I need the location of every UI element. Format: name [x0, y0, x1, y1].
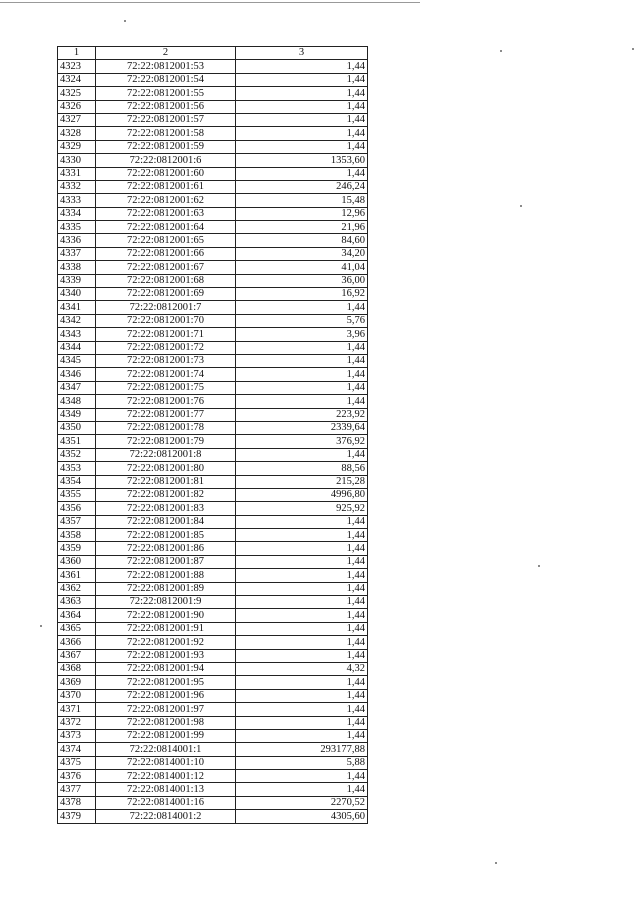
- scan-top-rule: [0, 2, 420, 3]
- table-row: [58, 796, 368, 809]
- row-number-cell: 4356: [58, 502, 96, 515]
- row-number-cell: 4375: [58, 756, 96, 769]
- area-value-cell: 1,44: [236, 649, 368, 662]
- table-row: [58, 582, 368, 595]
- area-value-cell: 5,88: [236, 756, 368, 769]
- cadastral-number-cell: 72:22:0812001:78: [96, 421, 236, 434]
- row-number-cell: 4357: [58, 515, 96, 528]
- area-value-cell: 925,92: [236, 502, 368, 515]
- table-row: [58, 462, 368, 475]
- cadastral-number-cell: 72:22:0812001:67: [96, 261, 236, 274]
- table-body: [58, 60, 368, 823]
- row-number-cell: 4342: [58, 314, 96, 327]
- row-number-cell: 4373: [58, 729, 96, 742]
- row-number-cell: 4328: [58, 127, 96, 140]
- area-value-cell: 12,96: [236, 207, 368, 220]
- row-number-cell: 4362: [58, 582, 96, 595]
- row-number-cell: 4327: [58, 113, 96, 126]
- row-number-cell: 4336: [58, 234, 96, 247]
- area-value-cell: 1,44: [236, 381, 368, 394]
- table-row: [58, 368, 368, 381]
- cadastral-number-cell: 72:22:0812001:9: [96, 596, 236, 609]
- column-header: 3: [236, 47, 368, 60]
- cadastral-number-cell: 72:22:0812001:66: [96, 247, 236, 260]
- table-row: [58, 529, 368, 542]
- cadastral-number-cell: 72:22:0812001:87: [96, 555, 236, 568]
- scan-speck: [495, 862, 497, 864]
- table-row: [58, 87, 368, 100]
- cadastral-number-cell: 72:22:0812001:7: [96, 301, 236, 314]
- area-value-cell: 1,44: [236, 689, 368, 702]
- cadastral-number-cell: 72:22:0812001:85: [96, 529, 236, 542]
- row-number-cell: 4379: [58, 810, 96, 823]
- row-number-cell: 4374: [58, 743, 96, 756]
- cadastral-number-cell: 72:22:0812001:55: [96, 87, 236, 100]
- scan-speck: [538, 565, 540, 567]
- row-number-cell: 4365: [58, 622, 96, 635]
- cadastral-number-cell: 72:22:0812001:94: [96, 662, 236, 675]
- row-number-cell: 4368: [58, 662, 96, 675]
- area-value-cell: 1,44: [236, 354, 368, 367]
- row-number-cell: 4355: [58, 488, 96, 501]
- cadastral-number-cell: 72:22:0812001:77: [96, 408, 236, 421]
- cadastral-number-cell: 72:22:0812001:73: [96, 354, 236, 367]
- row-number-cell: 4350: [58, 421, 96, 434]
- cadastral-number-cell: 72:22:0812001:72: [96, 341, 236, 354]
- table-row: [58, 649, 368, 662]
- table-row: [58, 221, 368, 234]
- table-header-row: [58, 47, 368, 60]
- table-row: [58, 743, 368, 756]
- cadastral-number-cell: 72:22:0812001:74: [96, 368, 236, 381]
- cadastral-number-cell: 72:22:0812001:8: [96, 448, 236, 461]
- cadastral-number-cell: 72:22:0812001:93: [96, 649, 236, 662]
- scan-speck: [124, 20, 126, 22]
- row-number-cell: 4378: [58, 796, 96, 809]
- area-value-cell: 1,44: [236, 87, 368, 100]
- cadastral-number-cell: 72:22:0812001:57: [96, 113, 236, 126]
- row-number-cell: 4354: [58, 475, 96, 488]
- area-value-cell: 1,44: [236, 515, 368, 528]
- table-row: [58, 328, 368, 341]
- area-value-cell: 293177,88: [236, 743, 368, 756]
- cadastral-number-cell: 72:22:0814001:12: [96, 770, 236, 783]
- row-number-cell: 4323: [58, 60, 96, 73]
- area-value-cell: 4996,80: [236, 488, 368, 501]
- area-value-cell: 1,44: [236, 127, 368, 140]
- scan-speck: [500, 50, 502, 52]
- row-number-cell: 4361: [58, 569, 96, 582]
- row-number-cell: 4343: [58, 328, 96, 341]
- area-value-cell: 1,44: [236, 73, 368, 86]
- row-number-cell: 4331: [58, 167, 96, 180]
- area-value-cell: 215,28: [236, 475, 368, 488]
- area-value-cell: 1,44: [236, 395, 368, 408]
- area-value-cell: 41,04: [236, 261, 368, 274]
- row-number-cell: 4330: [58, 154, 96, 167]
- table-row: [58, 609, 368, 622]
- table-row: [58, 301, 368, 314]
- area-value-cell: 223,92: [236, 408, 368, 421]
- row-number-cell: 4339: [58, 274, 96, 287]
- row-number-cell: 4334: [58, 207, 96, 220]
- table-row: [58, 354, 368, 367]
- table-row: [58, 770, 368, 783]
- cadastral-number-cell: 72:22:0814001:1: [96, 743, 236, 756]
- area-value-cell: 246,24: [236, 180, 368, 193]
- scan-speck: [40, 625, 42, 627]
- cadastral-number-cell: 72:22:0812001:54: [96, 73, 236, 86]
- table-row: [58, 234, 368, 247]
- cadastral-number-cell: 72:22:0812001:82: [96, 488, 236, 501]
- cadastral-number-cell: 72:22:0812001:98: [96, 716, 236, 729]
- area-value-cell: 1,44: [236, 167, 368, 180]
- row-number-cell: 4364: [58, 609, 96, 622]
- row-number-cell: 4369: [58, 676, 96, 689]
- area-value-cell: 1353,60: [236, 154, 368, 167]
- row-number-cell: 4345: [58, 354, 96, 367]
- row-number-cell: 4335: [58, 221, 96, 234]
- area-value-cell: 1,44: [236, 622, 368, 635]
- cadastral-number-cell: 72:22:0812001:96: [96, 689, 236, 702]
- cadastral-number-cell: 72:22:0812001:88: [96, 569, 236, 582]
- parcel-table: [57, 46, 368, 824]
- row-number-cell: 4347: [58, 381, 96, 394]
- cadastral-number-cell: 72:22:0812001:75: [96, 381, 236, 394]
- row-number-cell: 4372: [58, 716, 96, 729]
- area-value-cell: 2270,52: [236, 796, 368, 809]
- table-row: [58, 729, 368, 742]
- area-value-cell: 15,48: [236, 194, 368, 207]
- cadastral-number-cell: 72:22:0812001:53: [96, 60, 236, 73]
- row-number-cell: 4371: [58, 703, 96, 716]
- area-value-cell: 1,44: [236, 448, 368, 461]
- area-value-cell: 1,44: [236, 716, 368, 729]
- row-number-cell: 4341: [58, 301, 96, 314]
- row-number-cell: 4366: [58, 636, 96, 649]
- area-value-cell: 1,44: [236, 301, 368, 314]
- cadastral-number-cell: 72:22:0812001:60: [96, 167, 236, 180]
- cadastral-number-cell: 72:22:0812001:6: [96, 154, 236, 167]
- cadastral-number-cell: 72:22:0812001:89: [96, 582, 236, 595]
- table-row: [58, 127, 368, 140]
- table-row: [58, 569, 368, 582]
- table-row: [58, 555, 368, 568]
- cadastral-number-cell: 72:22:0812001:59: [96, 140, 236, 153]
- table-row: [58, 703, 368, 716]
- cadastral-number-cell: 72:22:0812001:86: [96, 542, 236, 555]
- table-row: [58, 288, 368, 301]
- table-row: [58, 622, 368, 635]
- area-value-cell: 1,44: [236, 770, 368, 783]
- row-number-cell: 4377: [58, 783, 96, 796]
- cadastral-number-cell: 72:22:0812001:99: [96, 729, 236, 742]
- cadastral-number-cell: 72:22:0812001:95: [96, 676, 236, 689]
- table-row: [58, 783, 368, 796]
- table-row: [58, 435, 368, 448]
- cadastral-number-cell: 72:22:0812001:84: [96, 515, 236, 528]
- row-number-cell: 4370: [58, 689, 96, 702]
- table-row: [58, 194, 368, 207]
- area-value-cell: 1,44: [236, 341, 368, 354]
- area-value-cell: 36,00: [236, 274, 368, 287]
- cadastral-number-cell: 72:22:0812001:92: [96, 636, 236, 649]
- cadastral-number-cell: 72:22:0812001:68: [96, 274, 236, 287]
- area-value-cell: 1,44: [236, 100, 368, 113]
- row-number-cell: 4352: [58, 448, 96, 461]
- area-value-cell: 16,92: [236, 288, 368, 301]
- table-row: [58, 314, 368, 327]
- scan-speck: [632, 48, 634, 50]
- row-number-cell: 4353: [58, 462, 96, 475]
- cadastral-number-cell: 72:22:0812001:83: [96, 502, 236, 515]
- table-row: [58, 488, 368, 501]
- row-number-cell: 4360: [58, 555, 96, 568]
- area-value-cell: 1,44: [236, 555, 368, 568]
- cadastral-number-cell: 72:22:0812001:62: [96, 194, 236, 207]
- row-number-cell: 4363: [58, 596, 96, 609]
- column-header: 1: [58, 47, 96, 60]
- table-row: [58, 341, 368, 354]
- row-number-cell: 4344: [58, 341, 96, 354]
- row-number-cell: 4340: [58, 288, 96, 301]
- cadastral-number-cell: 72:22:0812001:56: [96, 100, 236, 113]
- cadastral-number-cell: 72:22:0812001:69: [96, 288, 236, 301]
- table-row: [58, 395, 368, 408]
- table-row: [58, 100, 368, 113]
- table-row: [58, 810, 368, 823]
- area-value-cell: 1,44: [236, 140, 368, 153]
- area-value-cell: 4,32: [236, 662, 368, 675]
- area-value-cell: 1,44: [236, 542, 368, 555]
- area-value-cell: 1,44: [236, 60, 368, 73]
- table-row: [58, 421, 368, 434]
- area-value-cell: 1,44: [236, 529, 368, 542]
- area-value-cell: 1,44: [236, 569, 368, 582]
- cadastral-number-cell: 72:22:0812001:58: [96, 127, 236, 140]
- table-row: [58, 180, 368, 193]
- area-value-cell: 1,44: [236, 582, 368, 595]
- cadastral-number-cell: 72:22:0812001:64: [96, 221, 236, 234]
- table-row: [58, 113, 368, 126]
- table-row: [58, 502, 368, 515]
- table-row: [58, 261, 368, 274]
- row-number-cell: 4333: [58, 194, 96, 207]
- cadastral-number-cell: 72:22:0814001:16: [96, 796, 236, 809]
- table-row: [58, 689, 368, 702]
- row-number-cell: 4329: [58, 140, 96, 153]
- cadastral-number-cell: 72:22:0812001:90: [96, 609, 236, 622]
- area-value-cell: 1,44: [236, 368, 368, 381]
- area-value-cell: 5,76: [236, 314, 368, 327]
- table-row: [58, 596, 368, 609]
- area-value-cell: 376,92: [236, 435, 368, 448]
- row-number-cell: 4348: [58, 395, 96, 408]
- row-number-cell: 4358: [58, 529, 96, 542]
- table-row: [58, 274, 368, 287]
- table-row: [58, 154, 368, 167]
- area-value-cell: 1,44: [236, 609, 368, 622]
- area-value-cell: 1,44: [236, 596, 368, 609]
- row-number-cell: 4346: [58, 368, 96, 381]
- area-value-cell: 34,20: [236, 247, 368, 260]
- table-row: [58, 73, 368, 86]
- table-row: [58, 247, 368, 260]
- table-row: [58, 140, 368, 153]
- table-row: [58, 207, 368, 220]
- table-row: [58, 448, 368, 461]
- table-row: [58, 662, 368, 675]
- row-number-cell: 4332: [58, 180, 96, 193]
- table-row: [58, 60, 368, 73]
- table-row: [58, 408, 368, 421]
- row-number-cell: 4367: [58, 649, 96, 662]
- row-number-cell: 4376: [58, 770, 96, 783]
- row-number-cell: 4349: [58, 408, 96, 421]
- row-number-cell: 4359: [58, 542, 96, 555]
- row-number-cell: 4337: [58, 247, 96, 260]
- row-number-cell: 4351: [58, 435, 96, 448]
- cadastral-number-cell: 72:22:0812001:81: [96, 475, 236, 488]
- area-value-cell: 1,44: [236, 636, 368, 649]
- area-value-cell: 4305,60: [236, 810, 368, 823]
- cadastral-number-cell: 72:22:0812001:80: [96, 462, 236, 475]
- cadastral-number-cell: 72:22:0814001:13: [96, 783, 236, 796]
- area-value-cell: 3,96: [236, 328, 368, 341]
- row-number-cell: 4325: [58, 87, 96, 100]
- cadastral-number-cell: 72:22:0812001:71: [96, 328, 236, 341]
- row-number-cell: 4326: [58, 100, 96, 113]
- cadastral-number-cell: 72:22:0812001:61: [96, 180, 236, 193]
- area-value-cell: 2339,64: [236, 421, 368, 434]
- cadastral-number-cell: 72:22:0812001:63: [96, 207, 236, 220]
- table-row: [58, 167, 368, 180]
- cadastral-number-cell: 72:22:0814001:10: [96, 756, 236, 769]
- area-value-cell: 84,60: [236, 234, 368, 247]
- cadastral-number-cell: 72:22:0812001:97: [96, 703, 236, 716]
- table-row: [58, 636, 368, 649]
- area-value-cell: 21,96: [236, 221, 368, 234]
- row-number-cell: 4338: [58, 261, 96, 274]
- column-header: 2: [96, 47, 236, 60]
- cadastral-number-cell: 72:22:0814001:2: [96, 810, 236, 823]
- cadastral-number-cell: 72:22:0812001:65: [96, 234, 236, 247]
- cadastral-number-cell: 72:22:0812001:91: [96, 622, 236, 635]
- table-row: [58, 756, 368, 769]
- table-row: [58, 475, 368, 488]
- table-row: [58, 515, 368, 528]
- row-number-cell: 4324: [58, 73, 96, 86]
- table-row: [58, 676, 368, 689]
- table-row: [58, 716, 368, 729]
- table-row: [58, 381, 368, 394]
- cadastral-number-cell: 72:22:0812001:70: [96, 314, 236, 327]
- cadastral-number-cell: 72:22:0812001:76: [96, 395, 236, 408]
- cadastral-number-cell: 72:22:0812001:79: [96, 435, 236, 448]
- table-row: [58, 542, 368, 555]
- area-value-cell: 1,44: [236, 783, 368, 796]
- area-value-cell: 1,44: [236, 703, 368, 716]
- area-value-cell: 1,44: [236, 113, 368, 126]
- scan-speck: [520, 205, 522, 207]
- area-value-cell: 1,44: [236, 676, 368, 689]
- area-value-cell: 1,44: [236, 729, 368, 742]
- area-value-cell: 88,56: [236, 462, 368, 475]
